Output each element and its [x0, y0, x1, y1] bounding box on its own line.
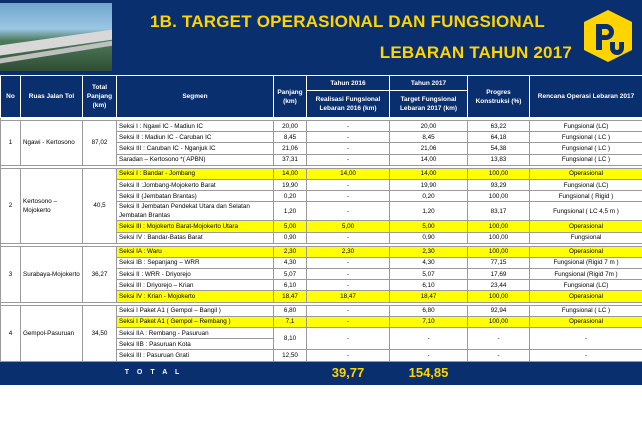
col-panjang: Panjang (km) [274, 76, 307, 118]
panjang-cell: 5,00 [274, 221, 307, 232]
target-2017-cell: 18,47 [390, 291, 468, 302]
segmen-cell: Seksi II Jembatan Pendekat Utara dan Selatan Jembatan Brantas [117, 202, 274, 221]
panjang-cell: 19,90 [274, 179, 307, 190]
total-label: T O T A L [1, 361, 307, 384]
total-target-2017: 154,85 [390, 361, 468, 384]
segmen-cell: Seksi III : Driyorejo – Krian [117, 280, 274, 291]
progres-cell: - [468, 350, 530, 361]
page-title: 1B. TARGET OPERASIONAL DAN FUNGSIONAL [150, 12, 545, 31]
target-table [0, 75, 642, 385]
panjang-cell: 20,00 [274, 121, 307, 132]
realisasi-2016-cell: - [307, 202, 390, 221]
row-no: 2 [1, 168, 21, 243]
progres-cell: 100,00 [468, 316, 530, 327]
segmen-cell: Seksi IV : Bandar-Batas Barat [117, 232, 274, 243]
realisasi-2016-cell: - [307, 269, 390, 280]
panjang-cell: 0,90 [274, 232, 307, 243]
progres-cell: 100,00 [468, 232, 530, 243]
target-2017-cell: 21,06 [390, 143, 468, 154]
rencana-cell: Fungsional (LC) [530, 179, 642, 190]
rencana-cell: - [530, 328, 642, 350]
progres-cell: 63,22 [468, 121, 530, 132]
realisasi-2016-cell: - [307, 280, 390, 291]
row-no: 4 [1, 305, 21, 361]
segmen-cell: Seksi I Paket A1 ( Gempol – Rembang ) [117, 316, 274, 327]
col-no: No [1, 76, 21, 118]
target-2017-cell: 2,30 [390, 246, 468, 257]
segmen-cell: Seksi IIA : Rembang - Pasuruan [117, 328, 274, 339]
progres-cell: 100,00 [468, 221, 530, 232]
total-panjang: 36,27 [83, 246, 117, 302]
segmen-cell: Seksi III : Caruban IC - Nganjuk IC [117, 143, 274, 154]
target-2017-cell: 14,00 [390, 168, 468, 179]
ruas-name: Ngawi - Kertosono [21, 121, 83, 166]
target-2017-cell: 7,10 [390, 316, 468, 327]
segmen-cell: Saradan – Kertosono *( APBN) [117, 154, 274, 165]
panjang-cell: 7,1 [274, 316, 307, 327]
target-2017-cell: 20,00 [390, 121, 468, 132]
total-rencana-blank [530, 361, 642, 384]
total-panjang: 87,02 [83, 121, 117, 166]
realisasi-2016-cell: - [307, 132, 390, 143]
rencana-cell: Fungsional ( LC ) [530, 143, 642, 154]
col-segmen: Segmen [117, 76, 274, 118]
rencana-cell: Operasional [530, 221, 642, 232]
rencana-cell: - [530, 350, 642, 361]
realisasi-2016-cell: - [307, 305, 390, 316]
realisasi-2016-cell: - [307, 232, 390, 243]
target-2017-cell: 0,90 [390, 232, 468, 243]
total-realisasi-2016: 39,77 [307, 361, 390, 384]
total-row [1, 361, 642, 384]
panjang-cell: 2,30 [274, 246, 307, 257]
realisasi-2016-cell: - [307, 350, 390, 361]
row-no: 3 [1, 246, 21, 302]
pupr-logo-icon [580, 8, 636, 64]
ruas-name: Kertosono – Mojokerto [21, 168, 83, 243]
panjang-cell: 14,00 [274, 168, 307, 179]
realisasi-2016-cell: - [307, 154, 390, 165]
toll-road-photo [0, 3, 112, 71]
rencana-cell: Operasional [530, 291, 642, 302]
target-2017-cell: 0,20 [390, 191, 468, 202]
ruas-name: Surabaya-Mojokerto [21, 246, 83, 302]
progres-cell: 77,15 [468, 257, 530, 268]
progres-cell: 100,00 [468, 168, 530, 179]
col-target-2017: Target Fungsional Lebaran 2017 (km) [390, 91, 468, 118]
page-subtitle: LEBARAN TAHUN 2017 [379, 43, 572, 62]
col-rencana: Rencana Operasi Lebaran 2017 [530, 76, 642, 118]
progres-cell: 100,00 [468, 246, 530, 257]
segmen-cell: Seksi I : Ngawi IC - Madiun IC [117, 121, 274, 132]
target-2017-cell: - [390, 328, 468, 350]
target-2017-cell: 8,45 [390, 132, 468, 143]
realisasi-2016-cell: - [307, 191, 390, 202]
panjang-cell: 6,80 [274, 305, 307, 316]
segmen-cell: Seksi II (Jembatan Brantas) [117, 191, 274, 202]
target-2017-cell: 14,00 [390, 154, 468, 165]
rencana-cell: Fungsional (LC) [530, 280, 642, 291]
rencana-cell: Fungsional ( LC ) [530, 305, 642, 316]
progres-cell: 93,29 [468, 179, 530, 190]
progres-cell: 13,83 [468, 154, 530, 165]
col-tahun-2017: Tahun 2017 [390, 76, 468, 91]
rencana-cell: Fungsional (Rigid 7m ) [530, 269, 642, 280]
segmen-cell: Seksi IIB : Pasuruan Kota [117, 339, 274, 350]
rencana-cell: Fungsional (LC) [530, 121, 642, 132]
segmen-cell: Seksi IV : Krian - Mojokerto [117, 291, 274, 302]
col-tahun-2016: Tahun 2016 [307, 76, 390, 91]
realisasi-2016-cell: 5,00 [307, 221, 390, 232]
panjang-cell: 12,50 [274, 350, 307, 361]
rencana-cell: Fungsional (Rigid 7 m ) [530, 257, 642, 268]
col-total-panjang: Total Panjang (km) [83, 76, 117, 118]
realisasi-2016-cell: - [307, 316, 390, 327]
table-row [1, 246, 642, 257]
realisasi-2016-cell: - [307, 143, 390, 154]
segmen-cell: Seksi I Paket A1 ( Gempol – Bangil ) [117, 305, 274, 316]
panjang-cell: 6,10 [274, 280, 307, 291]
target-2017-cell: 19,90 [390, 179, 468, 190]
rencana-cell: Fungsional ( Rigid ) [530, 191, 642, 202]
realisasi-2016-cell: - [307, 257, 390, 268]
ruas-name: Gempol-Pasuruan [21, 305, 83, 361]
col-realisasi-2016: Realisasi Fungsional Lebaran 2016 (km) [307, 91, 390, 118]
rencana-cell: Fungsional [530, 232, 642, 243]
rencana-cell: Operasional [530, 246, 642, 257]
progres-cell: 100,00 [468, 191, 530, 202]
segmen-cell: Seksi IB : Sepanjang – WRR [117, 257, 274, 268]
segmen-cell: Seksi III : Pasuruan Grati [117, 350, 274, 361]
table-row [1, 305, 642, 316]
segmen-cell: Seksi IA : Waru [117, 246, 274, 257]
total-progres-blank [468, 361, 530, 384]
panjang-cell: 21,06 [274, 143, 307, 154]
target-2017-cell: 4,30 [390, 257, 468, 268]
header-banner [0, 0, 642, 75]
row-no: 1 [1, 121, 21, 166]
progres-cell: 23,44 [468, 280, 530, 291]
target-2017-cell: 6,80 [390, 305, 468, 316]
panjang-cell: 18,47 [274, 291, 307, 302]
panjang-cell: 4,30 [274, 257, 307, 268]
target-2017-cell: 6,10 [390, 280, 468, 291]
progres-cell: 54,38 [468, 143, 530, 154]
progres-cell: 100,00 [468, 291, 530, 302]
rencana-cell: Fungsional ( LC ) [530, 132, 642, 143]
panjang-cell: 0,20 [274, 191, 307, 202]
rencana-cell: Fungsional ( LC 4,5 m ) [530, 202, 642, 221]
realisasi-2016-cell: - [307, 121, 390, 132]
panjang-cell: 1,20 [274, 202, 307, 221]
realisasi-2016-cell: - [307, 179, 390, 190]
rencana-cell: Fungsional ( LC ) [530, 154, 642, 165]
progres-cell: - [468, 328, 530, 350]
total-panjang: 40,5 [83, 168, 117, 243]
realisasi-2016-cell: 2,30 [307, 246, 390, 257]
rencana-cell: Operasional [530, 316, 642, 327]
col-progres: Progres Konstruksi (%) [468, 76, 530, 118]
col-ruas: Ruas Jalan Tol [21, 76, 83, 118]
segmen-cell: Seksi III : Mojokerto Barat-Mojokerto Utara [117, 221, 274, 232]
target-2017-cell: - [390, 350, 468, 361]
target-2017-cell: 5,00 [390, 221, 468, 232]
segmen-cell: Seksi II : Madiun IC - Caruban IC [117, 132, 274, 143]
progres-cell: 17,69 [468, 269, 530, 280]
target-2017-cell: 1,20 [390, 202, 468, 221]
segmen-cell: Seksi II :Jombang-Mojokerto Barat [117, 179, 274, 190]
panjang-cell: 5,07 [274, 269, 307, 280]
rencana-cell: Operasional [530, 168, 642, 179]
table-row [1, 121, 642, 132]
realisasi-2016-cell: - [307, 328, 390, 350]
progres-cell: 83,17 [468, 202, 530, 221]
panjang-cell: 8,45 [274, 132, 307, 143]
segmen-cell: Seksi I : Bandar - Jombang [117, 168, 274, 179]
progres-cell: 92,94 [468, 305, 530, 316]
panjang-cell: 8,10 [274, 328, 307, 350]
progres-cell: 64,18 [468, 132, 530, 143]
realisasi-2016-cell: 18,47 [307, 291, 390, 302]
realisasi-2016-cell: 14,00 [307, 168, 390, 179]
table-row [1, 168, 642, 179]
panjang-cell: 37,31 [274, 154, 307, 165]
target-2017-cell: 5,07 [390, 269, 468, 280]
total-panjang: 34,50 [83, 305, 117, 361]
segmen-cell: Seksi II : WRR - Driyorejo [117, 269, 274, 280]
